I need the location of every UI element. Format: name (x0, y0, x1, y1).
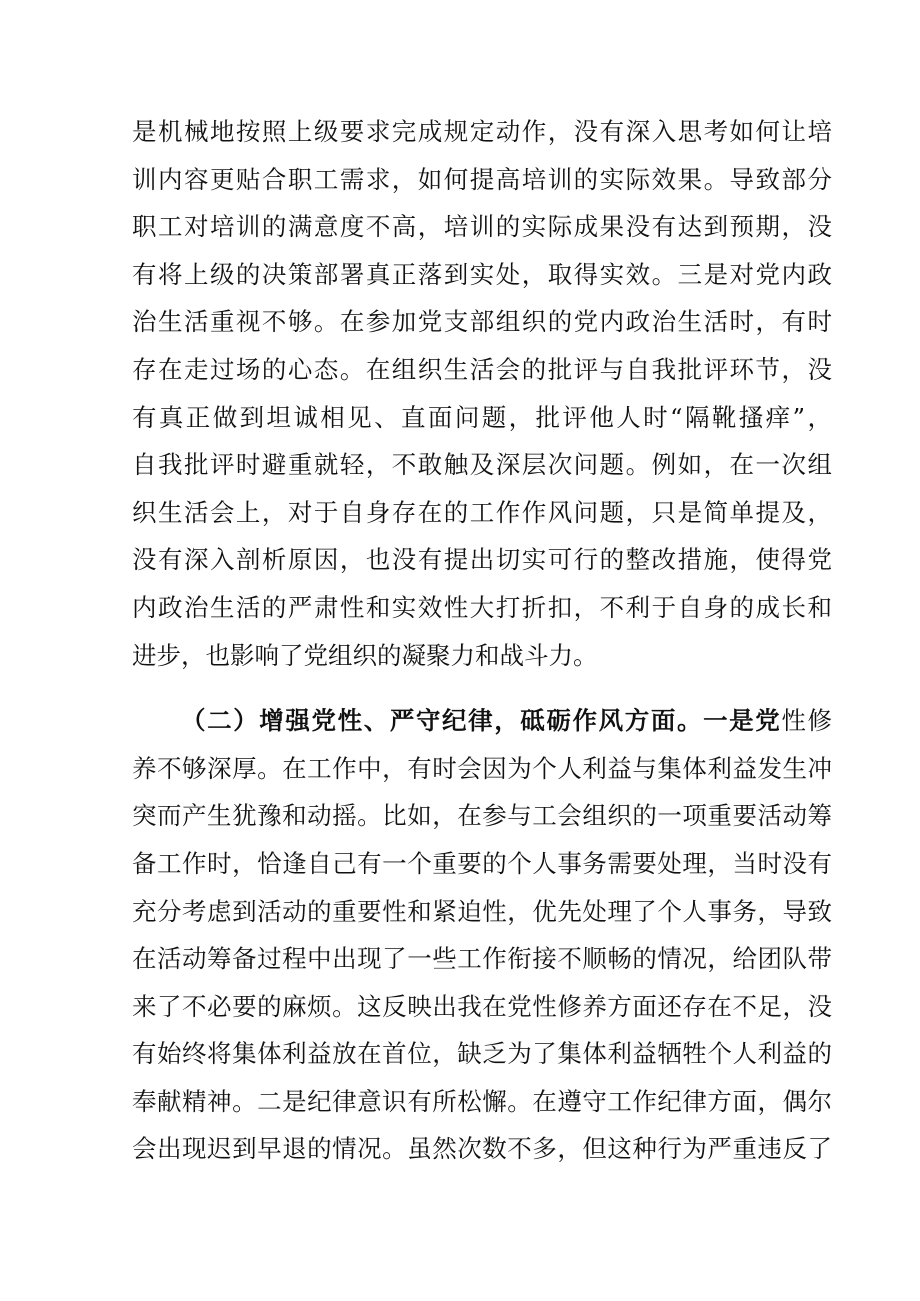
text-line: 备工作时，恰逢自己有一个重要的个人事务需要处理，当时没有 (132, 848, 832, 878)
text-line: 突而产生犹豫和动摇。比如，在参与工会组织的一项重要活动筹 (132, 801, 832, 831)
text-line: 有真正做到坦诚相见、直面问题，批评他人时“隔靴搔痒”， (132, 402, 832, 432)
text-line: 在活动筹备过程中出现了一些工作衔接不顺畅的情况，给团队带 (132, 944, 832, 974)
section-heading-line (132, 697, 832, 745)
paragraph-2 (132, 697, 832, 1173)
text-line: 职工对培训的满意度不高，培训的实际成果没有达到预期，没 (132, 212, 832, 242)
text-line: 织生活会上，对于自身存在的工作作风问题，只是简单提及， (132, 497, 832, 527)
text-line: 训内容更贴合职工需求，如何提高培训的实际效果。导致部分 (132, 164, 832, 194)
text-line: 养不够深厚。在工作中，有时会因为个人利益与集体利益发生冲 (132, 753, 832, 783)
text-line: 存在走过场的心态。在组织生活会的批评与自我批评环节，没 (132, 354, 832, 384)
text-line: 内政治生活的严肃性和实效性大打折扣，不利于自身的成长和 (132, 592, 832, 622)
document-body (132, 108, 832, 1173)
text-line: 充分考虑到活动的重要性和紧迫性，优先处理了个人事务，导致 (132, 896, 832, 926)
text-line: 会出现迟到早退的情况。虽然次数不多，但这种行为严重违反了 (132, 1134, 832, 1164)
text-line: 治生活重视不够。在参加党支部组织的党内政治生活时，有时 (132, 307, 832, 337)
text-line: 进步，也影响了党组织的凝聚力和战斗力。 (132, 640, 598, 670)
paragraph-1 (132, 108, 832, 679)
text-line: 来了不必要的麻烦。这反映出我在党性修养方面还存在不足，没 (132, 991, 832, 1021)
text-line: 没有深入剖析原因，也没有提出切实可行的整改措施，使得党 (132, 545, 832, 575)
text-line: 奉献精神。二是纪律意识有所松懈。在遵守工作纪律方面，偶尔 (132, 1086, 832, 1116)
text-line: 有将上级的决策部署真正落到实处，取得实效。三是对党内政 (132, 259, 832, 289)
paragraph-gap (132, 679, 832, 697)
text-line: 自我批评时避重就轻，不敢触及深层次问题。例如，在一次组 (132, 450, 832, 480)
heading-line-rest: 性修 (781, 706, 833, 736)
text-line: 有始终将集体利益放在首位，缺乏为了集体利益牺牲个人利益的 (132, 1039, 832, 1069)
section-heading: （二）增强党性、严守纪律，砥砺作风方面。一是党 (181, 706, 782, 736)
text-line: 是机械地按照上级要求完成规定动作，没有深入思考如何让培 (132, 117, 832, 146)
